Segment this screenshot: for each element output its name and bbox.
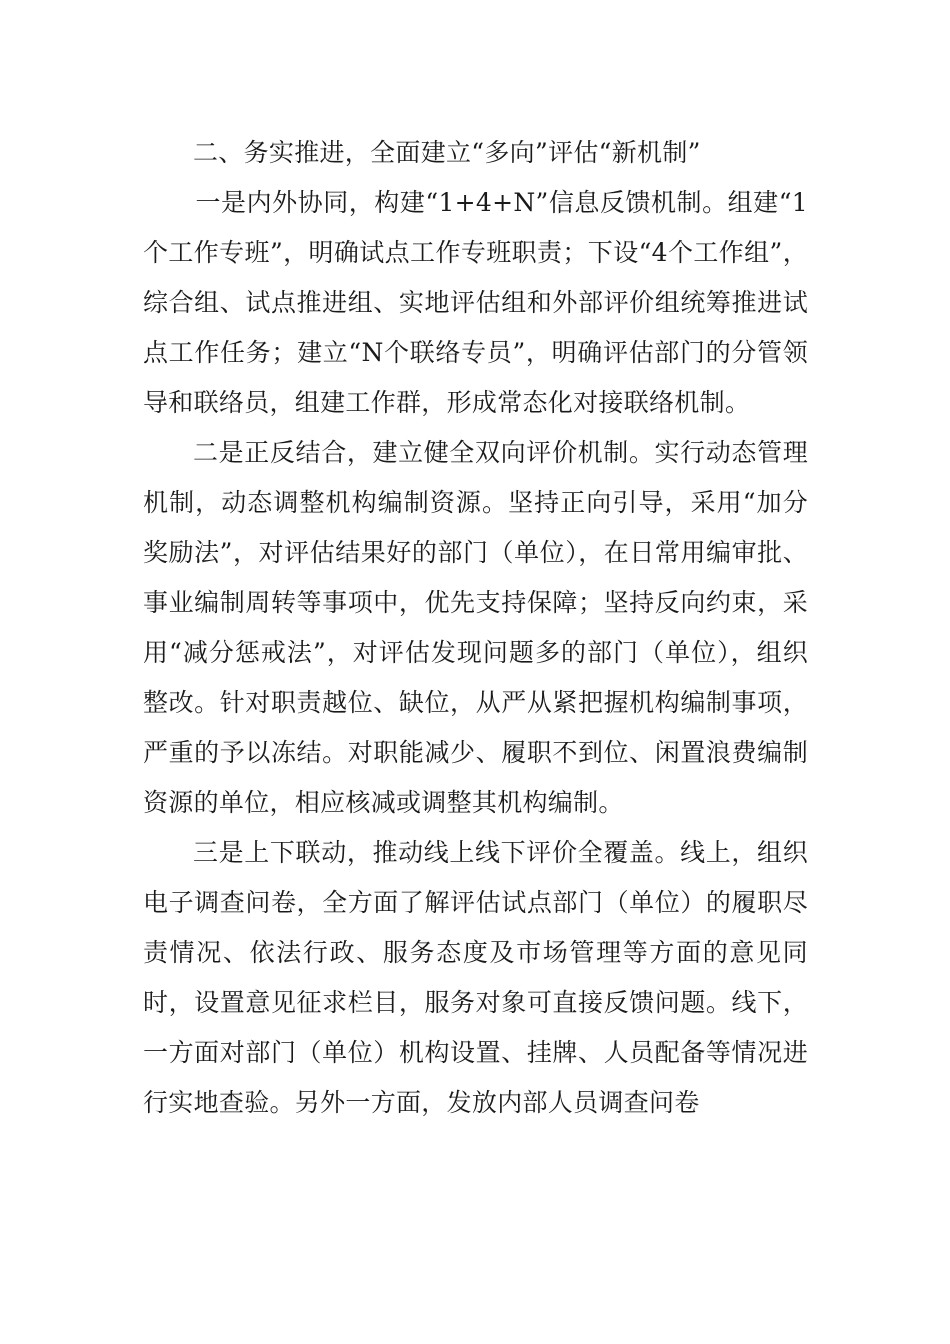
section-heading: 二、务实推进，全面建立“多向”评估“新机制” [193, 138, 701, 167]
document-body [143, 128, 808, 1128]
paragraph-online-offline-linkage: 三是上下联动，推动线上线下评价全覆盖。线上，组织电子调查问卷，全方面了解评估试点部门（单位）的履职尽责情况、依法行政、服务态度及市场管理等方面的意见同时，设置意见征求栏目，服务对象可直接反馈问题。线下，一方面对部门（单位）机构设置、挂牌、人员配备等情况进行实地查验。另外一方面，发放内部人员调查问卷 [143, 838, 808, 1117]
paragraph-positive-negative-evaluation: 二是正反结合，建立健全双向评价机制。实行动态管理机制，动态调整机构编制资源。坚持正向引导，采用“加分奖励法”，对评估结果好的部门（单位），在日常用编审批、事业编制周转等事项中，优先支持保障；坚持反向约束，采用“减分惩戒法”，对评估发现问题多的部门（单位），组织整改。针对职责越位、缺位，从严从紧把握机构编制事项，严重的予以冻结。对职能减少、履职不到位、闲置浪费编制资源的单位，相应核减或调整其机构编制。 [143, 438, 808, 817]
paragraph-internal-external-coordination: 一是内外协同，构建“1+4+N”信息反馈机制。组建“1个工作专班”，明确试点工作专班职责；下设“4个工作组”，综合组、试点推进组、实地评估组和外部评价组统筹推进试点工作任务；建立“N个联络专员”，明确评估部门的分管领导和联络员，组建工作群，形成常态化对接联络机制。 [143, 188, 808, 417]
